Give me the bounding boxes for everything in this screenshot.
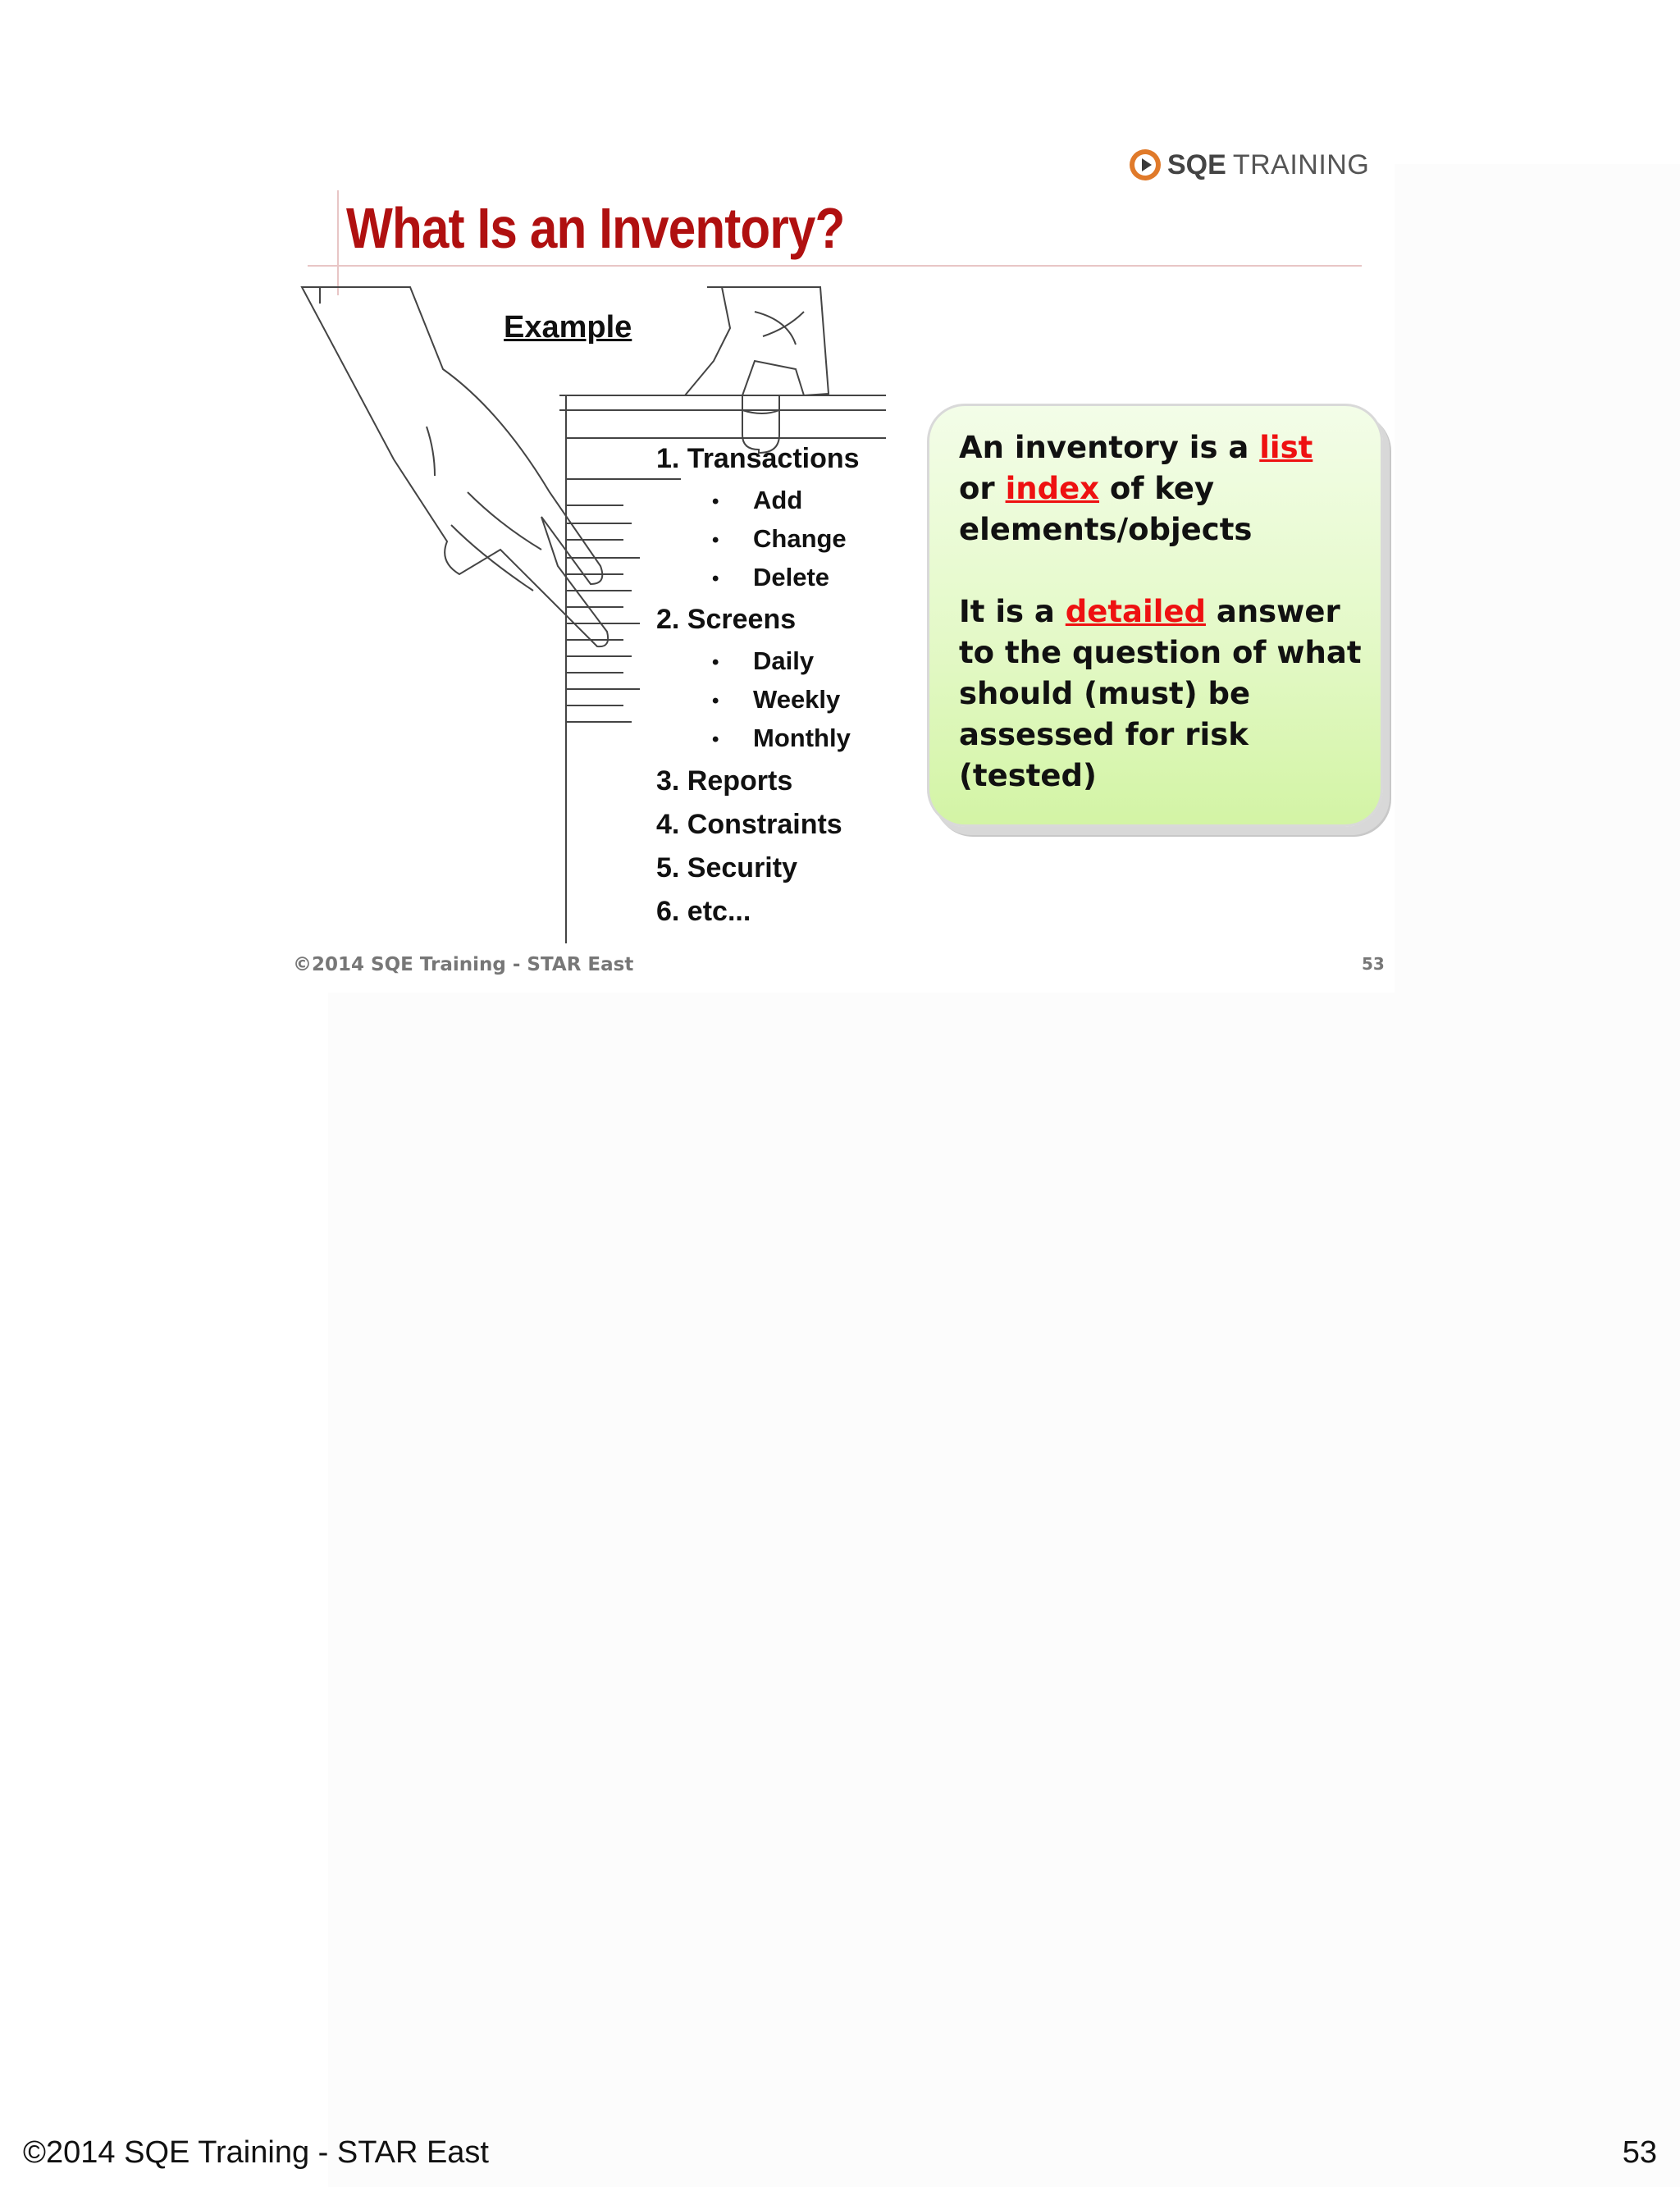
list-subitem-label: Weekly <box>753 685 841 714</box>
list-subitem-label: Daily <box>753 646 815 675</box>
callout-text: answer to the question of what should (must) be assessed for risk (tested) <box>959 594 1362 793</box>
sqe-training-logo <box>1130 146 1369 184</box>
keyword-index: index <box>1005 471 1100 506</box>
list-subitem <box>712 685 840 715</box>
title-horizontal-rule <box>308 265 1362 267</box>
list-subitem-label: Delete <box>753 563 830 591</box>
logo-strong-text: SQE <box>1167 148 1226 180</box>
callout-detail-text <box>959 591 1369 797</box>
bullet-icon: • <box>712 651 719 673</box>
callout-text: of key elements/objects <box>959 471 1253 547</box>
list-item: 4. Constraints <box>656 809 842 840</box>
example-label: Example <box>504 310 632 345</box>
slide-title: What Is an Inventory? <box>346 196 845 260</box>
list-subitem <box>712 524 847 554</box>
list-item: 2. Screens <box>656 604 797 635</box>
hands-holding-ruler-illustration <box>295 279 886 952</box>
list-subitem <box>712 486 802 515</box>
list-subitem <box>712 646 814 676</box>
slide-number: 53 <box>1362 954 1385 974</box>
callout-text: or <box>959 471 1006 506</box>
list-subitem <box>712 724 851 753</box>
list-item: 1. Transactions <box>656 443 860 474</box>
list-subitem-label: Change <box>753 524 847 553</box>
keyword-list: list <box>1259 430 1313 465</box>
bullet-icon: • <box>712 728 719 751</box>
list-item: 5. Security <box>656 852 797 883</box>
callout-text: It is a <box>959 594 1066 629</box>
right-hand-illustration <box>685 287 829 453</box>
left-hand-illustration <box>302 287 608 646</box>
list-item: 6. etc... <box>656 896 751 927</box>
list-subitem-label: Monthly <box>753 724 851 752</box>
list-subitem <box>712 563 829 592</box>
bullet-icon: • <box>712 689 719 712</box>
play-logo-icon <box>1130 149 1161 180</box>
list-subitem-label: Add <box>753 486 803 514</box>
slide-footer-copyright: ©2014 SQE Training - STAR East <box>293 954 634 975</box>
keyword-detailed: detailed <box>1065 594 1206 629</box>
callout-text: An inventory is a <box>959 430 1260 465</box>
page-footer-copyright: ©2014 SQE Training - STAR East <box>23 2135 489 2170</box>
bullet-icon: • <box>712 567 719 590</box>
callout-definition-text <box>959 427 1369 550</box>
bullet-icon: • <box>712 528 719 551</box>
logo-light-text: TRAINING <box>1232 148 1370 180</box>
list-item: 3. Reports <box>656 765 793 797</box>
bullet-icon: • <box>712 490 719 513</box>
page-number: 53 <box>1622 2135 1657 2170</box>
definition-callout <box>927 404 1383 827</box>
